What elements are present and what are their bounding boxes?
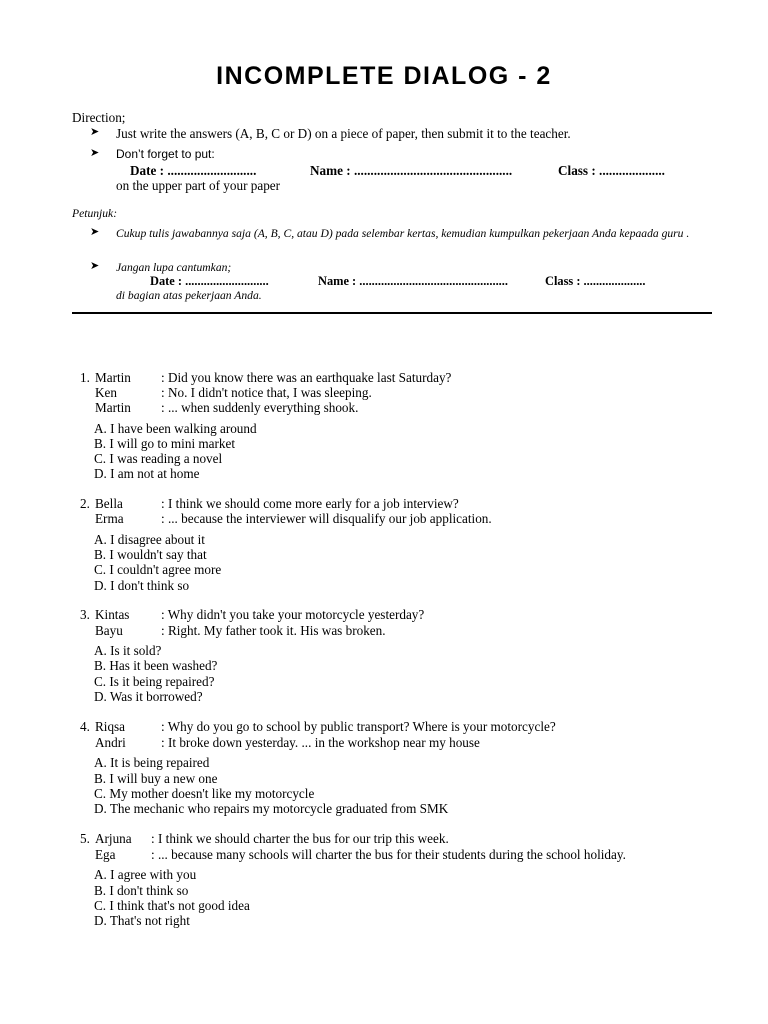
- direction-bullet-1: Just write the answers (A, B, C or D) on a piece of paper, then submit it to the teacher.: [116, 126, 571, 141]
- page-title: INCOMPLETE DIALOG - 2: [216, 62, 552, 90]
- dialog-speaker: Arjuna: [95, 831, 132, 846]
- dialog-speaker: Riqsa: [95, 719, 126, 734]
- answer-option: A. It is being repaired: [94, 755, 210, 770]
- dialog-speaker: Ken: [95, 385, 117, 400]
- petunjuk-footer: di bagian atas pekerjaan Anda.: [116, 289, 262, 302]
- direction-date-field: Date : ...........................: [130, 163, 257, 178]
- dialog-line: : Why do you go to school by public transport? Where is your motorcycle?: [161, 719, 556, 734]
- answer-option: A. I disagree about it: [94, 532, 205, 547]
- answer-option: B. I will go to mini market: [94, 436, 236, 451]
- answer-option: D. The mechanic who repairs my motorcycle graduated from SMK: [94, 801, 449, 816]
- dialog-line: : Did you know there was an earthquake last Saturday?: [161, 370, 452, 385]
- dialog-speaker: Ega: [95, 847, 116, 862]
- dialog-line: : ... because many schools will charter the bus for their students during the school holiday.: [151, 847, 626, 862]
- dialog-speaker: Bayu: [95, 623, 123, 638]
- question-number: 3.: [80, 607, 90, 622]
- question-number: 5.: [80, 831, 90, 846]
- answer-option: D. I am not at home: [94, 466, 200, 481]
- arrow-bullet-icon: ➤: [90, 147, 100, 159]
- question-number: 4.: [80, 719, 90, 734]
- question-number: 2.: [80, 496, 90, 511]
- answer-option: C. Is it being repaired?: [94, 674, 215, 689]
- answer-option: C. I think that's not good idea: [94, 898, 250, 913]
- dialog-speaker: Martin: [95, 370, 131, 385]
- direction-bullet-2: Don’t forget to put:: [116, 147, 215, 161]
- section-divider: [72, 312, 712, 314]
- answer-option: D. I don't think so: [94, 578, 190, 593]
- dialog-speaker: Kintas: [95, 607, 130, 622]
- question-number: 1.: [80, 370, 90, 385]
- dialog-speaker: Andri: [95, 735, 126, 750]
- dialog-line: : No. I didn't notice that, I was sleeping.: [161, 385, 372, 400]
- dialog-line: : Right. My father took it. His was broken.: [161, 623, 386, 638]
- petunjuk-bullet-2: Jangan lupa cantumkan;: [116, 261, 232, 274]
- arrow-bullet-icon: ➤: [90, 226, 100, 238]
- dialog-line: : ... because the interviewer will disqualify our job application.: [161, 511, 492, 526]
- dialog-line: : Why didn't you take your motorcycle yesterday?: [161, 607, 425, 622]
- arrow-bullet-icon: ➤: [90, 126, 100, 138]
- answer-option: A. I have been walking around: [94, 421, 257, 436]
- dialog-line: : ... when suddenly everything shook.: [161, 400, 359, 415]
- answer-option: C. I couldn't agree more: [94, 562, 222, 577]
- petunjuk-date-field: Date : ...........................: [150, 274, 269, 288]
- answer-option: A. I agree with you: [94, 867, 197, 882]
- dialog-speaker: Martin: [95, 400, 131, 415]
- answer-option: B. I will buy a new one: [94, 771, 218, 786]
- answer-option: B. I wouldn't say that: [94, 547, 207, 562]
- answer-option: D. Was it borrowed?: [94, 689, 203, 704]
- direction-class-field: Class : ....................: [558, 163, 665, 178]
- answer-option: C. My mother doesn't like my motorcycle: [94, 786, 315, 801]
- direction-name-field: Name : ................................................: [310, 163, 513, 178]
- direction-heading: Direction;: [72, 110, 126, 125]
- answer-option: C. I was reading a novel: [94, 451, 223, 466]
- answer-option: A. Is it sold?: [94, 643, 162, 658]
- dialog-line: : It broke down yesterday. ... in the workshop near my house: [161, 735, 480, 750]
- petunjuk-heading: Petunjuk:: [72, 207, 118, 220]
- petunjuk-name-field: Name : ................................................: [318, 274, 508, 288]
- petunjuk-class-field: Class : ....................: [545, 274, 646, 288]
- answer-option: D. That's not right: [94, 913, 190, 928]
- dialog-line: : I think we should come more early for a job interview?: [161, 496, 459, 511]
- answer-option: B. I don't think so: [94, 883, 189, 898]
- dialog-speaker: Bella: [95, 496, 123, 511]
- direction-footer: on the upper part of your paper: [116, 178, 281, 193]
- petunjuk-bullet-1: Cukup tulis jawabannya saja (A, B, C, atau D) pada selembar kertas, kemudian kumpulkan pekerjaan Anda kepaada guru .: [116, 227, 690, 240]
- answer-option: B. Has it been washed?: [94, 658, 218, 673]
- dialog-line: : I think we should charter the bus for our trip this week.: [151, 831, 449, 846]
- arrow-bullet-icon: ➤: [90, 260, 100, 272]
- dialog-speaker: Erma: [95, 511, 124, 526]
